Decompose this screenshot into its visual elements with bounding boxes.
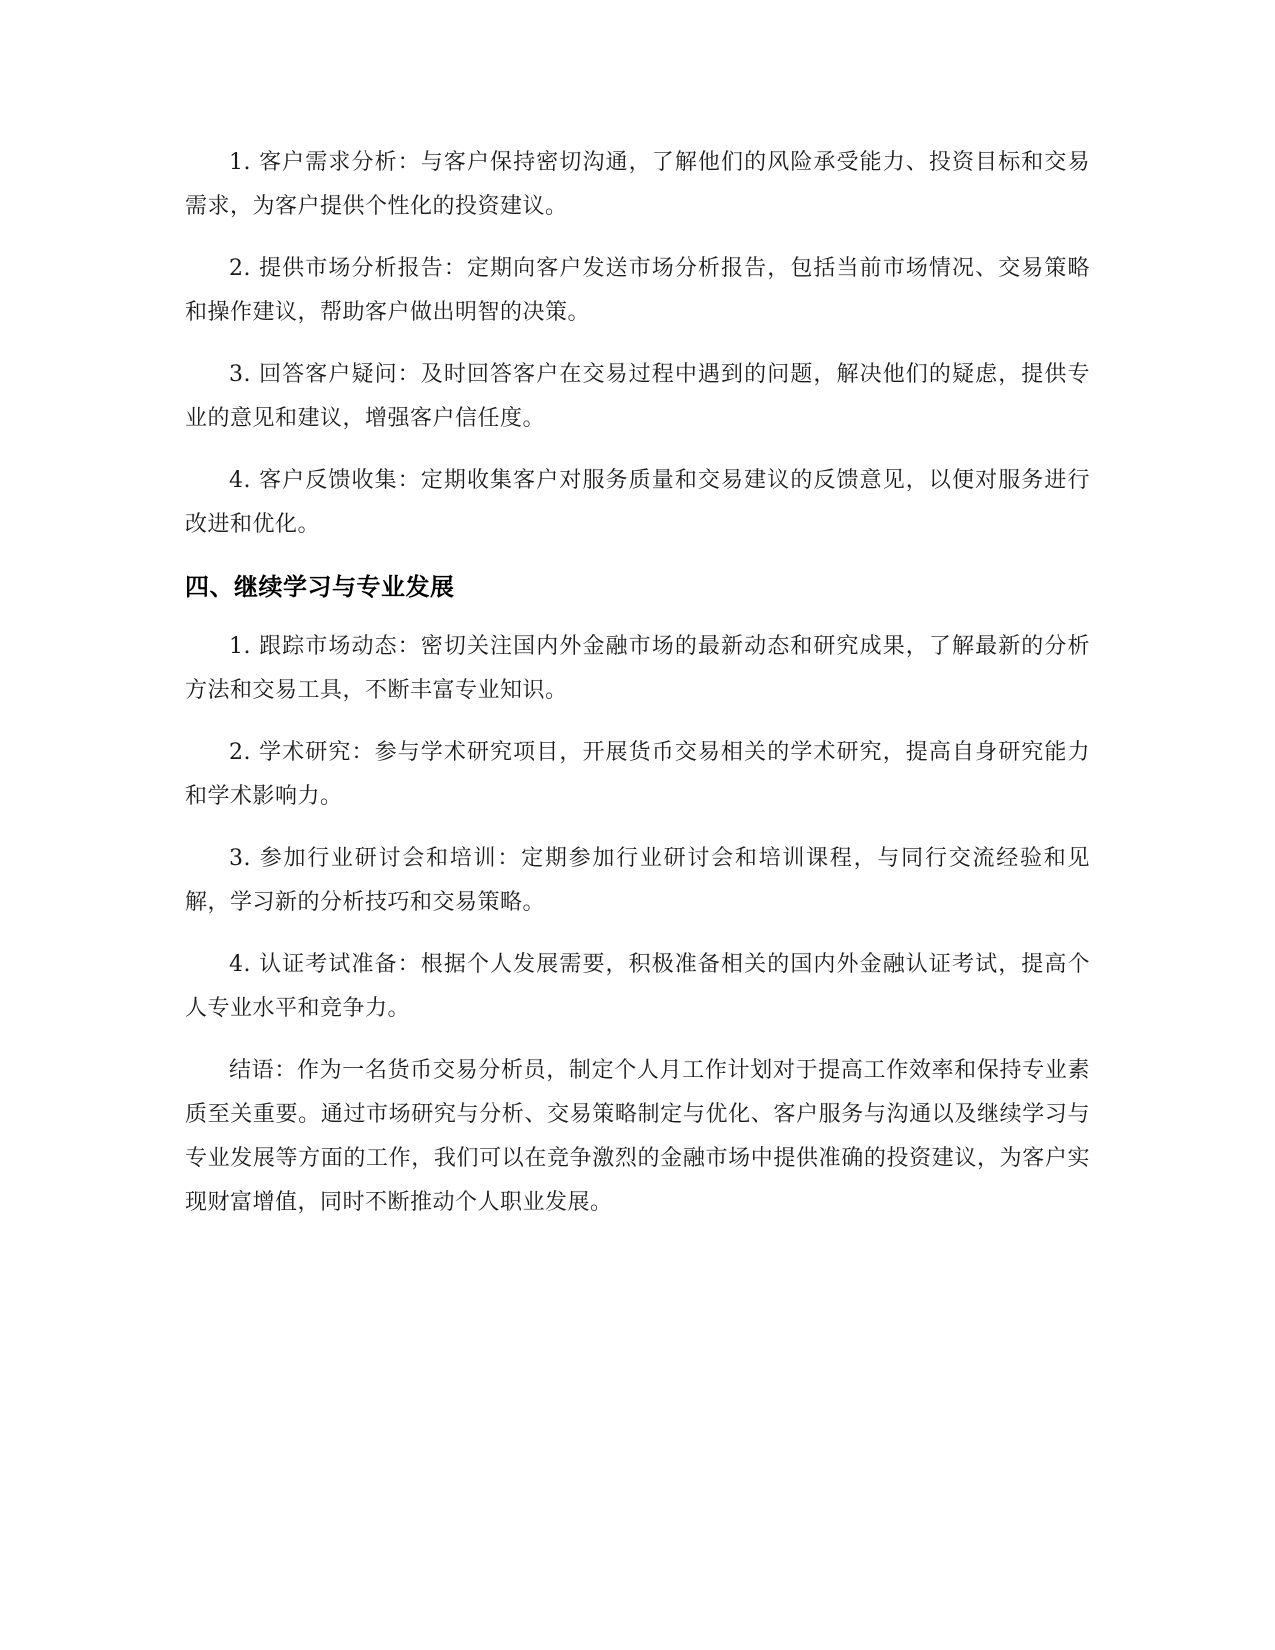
list-item: 2. 学术研究：参与学术研究项目，开展货币交易相关的学术研究，提高自身研究能力和学术影响力。 [185, 740, 1090, 809]
list-item: 2. 提供市场分析报告：定期向客户发送市场分析报告，包括当前市场情况、交易策略和操作建议，帮助客户做出明智的决策。 [185, 256, 1090, 325]
document-body [185, 141, 1090, 1243]
list-item: 1. 跟踪市场动态：密切关注国内外金融市场的最新动态和研究成果，了解最新的分析方法和交易工具，不断丰富专业知识。 [185, 634, 1090, 703]
list-item: 4. 认证考试准备：根据个人发展需要，积极准备相关的国内外金融认证考试，提高个人专业水平和竞争力。 [185, 952, 1090, 1021]
list-item: 3. 参加行业研讨会和培训：定期参加行业研讨会和培训课程，与同行交流经验和见解，学习新的分析技巧和交易策略。 [185, 846, 1090, 915]
section-heading: 四、继续学习与专业发展 [185, 573, 455, 601]
conclusion-paragraph: 结语：作为一名货币交易分析员，制定个人月工作计划对于提高工作效率和保持专业素质至关重要。通过市场研究与分析、交易策略制定与优化、客户服务与沟通以及继续学习与专业发展等方面的工作，我们可以在竞争激烈的金融市场中提供准确的投资建议，为客户实现财富增值，同时不断推动个人职业发展。 [185, 1058, 1090, 1215]
list-item: 4. 客户反馈收集：定期收集客户对服务质量和交易建议的反馈意见，以便对服务进行改进和优化。 [185, 468, 1090, 537]
list-item: 1. 客户需求分析：与客户保持密切沟通，了解他们的风险承受能力、投资目标和交易需求，为客户提供个性化的投资建议。 [185, 150, 1090, 219]
list-item: 3. 回答客户疑问：及时回答客户在交易过程中遇到的问题，解决他们的疑虑，提供专业的意见和建议，增强客户信任度。 [185, 362, 1090, 431]
